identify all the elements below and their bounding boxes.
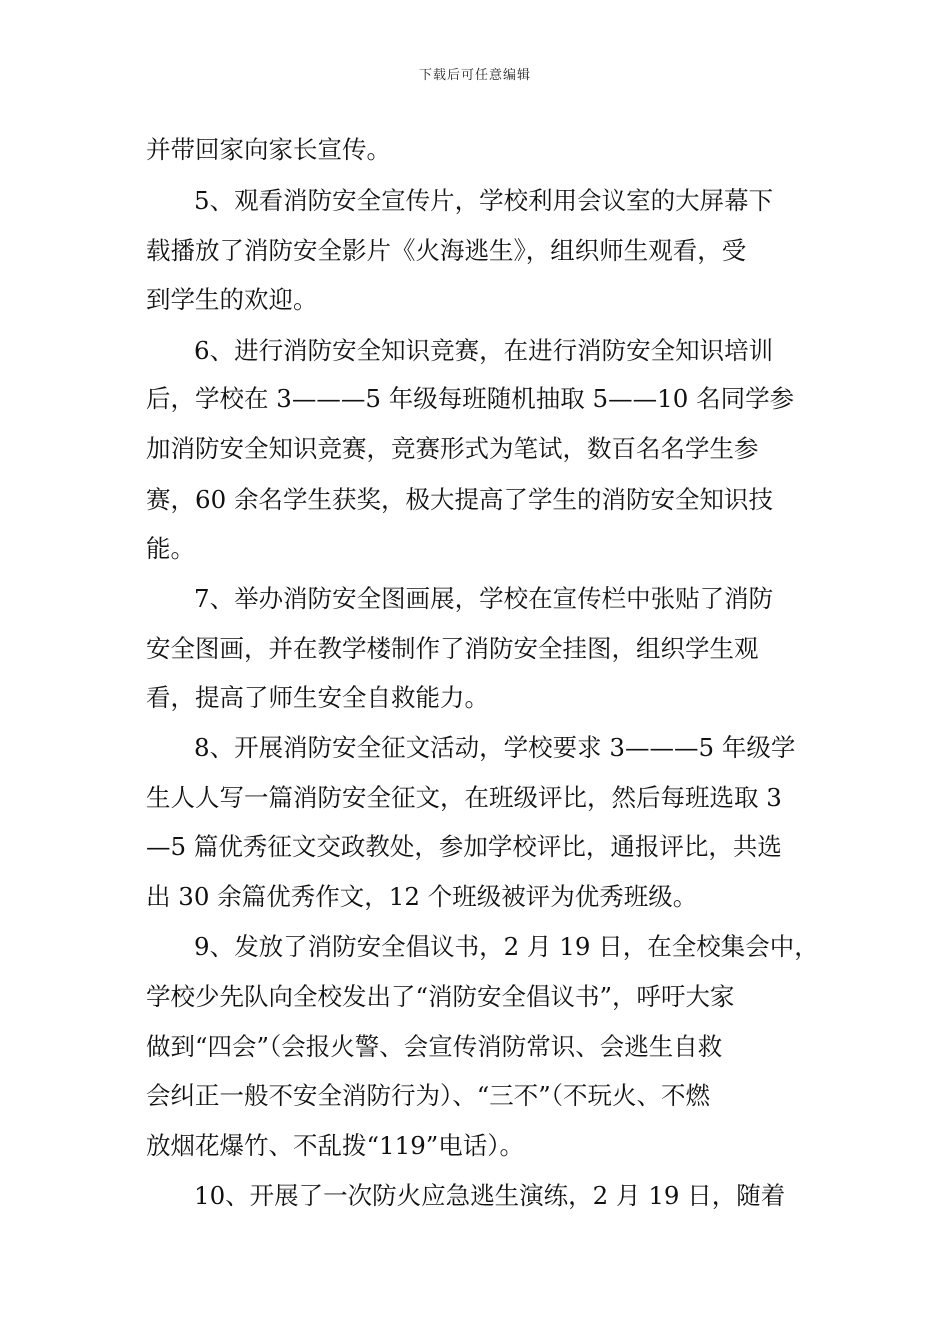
text-line: 到学生的欢迎。 bbox=[146, 285, 318, 314]
paragraph-8-start: 8、开展消防安全征文活动，学校要求 3———5 年级学 bbox=[194, 733, 796, 762]
text-line: 载播放了消防安全影片《火海逃生》，组织师生观看，受 bbox=[146, 236, 747, 265]
paragraph-5-start: 5、观看消防安全宣传片，学校利用会议室的大屏幕下 bbox=[194, 186, 774, 215]
text-line: 安全图画，并在教学楼制作了消防安全挂图，组织学生观 bbox=[146, 634, 759, 663]
text-line: 做到“四会”（会报火警、会宣传消防常识、会逃生自救 bbox=[146, 1032, 723, 1061]
paragraph-6-start: 6、进行消防安全知识竞赛，在进行消防安全知识培训 bbox=[194, 336, 774, 365]
text-line: 看，提高了师生安全自救能力。 bbox=[146, 683, 489, 712]
text-line: 赛，60 余名学生获奖，极大提高了学生的消防安全知识技 bbox=[146, 485, 773, 514]
text-line: 能。 bbox=[146, 534, 195, 563]
text-line: —5 篇优秀征文交政教处，参加学校评比，通报评比，共选 bbox=[146, 832, 782, 861]
paragraph-7-start: 7、举办消防安全图画展，学校在宣传栏中张贴了消防 bbox=[194, 584, 774, 613]
paragraph-9-start: 9、发放了消防安全倡议书，2 月 19 日，在全校集会中， bbox=[194, 932, 819, 961]
text-line: 加消防安全知识竞赛，竞赛形式为笔试，数百名名学生参 bbox=[146, 434, 759, 463]
page-header: 下载后可任意编辑 bbox=[418, 68, 531, 83]
text-line: 学校少先队向全校发出了“消防安全倡议书”，呼吁大家 bbox=[146, 982, 735, 1011]
text-line: 放烟花爆竹、不乱拨“119”电话）。 bbox=[146, 1131, 525, 1160]
text-line: 出 30 余篇优秀作文，12 个班级被评为优秀班级。 bbox=[146, 882, 698, 911]
text-line: 生人人写一篇消防安全征文，在班级评比，然后每班选取 3 bbox=[146, 783, 782, 812]
text-line: 并带回家向家长宣传。 bbox=[146, 135, 391, 164]
text-line: 会纠正一般不安全消防行为）、“三不”（不玩火、不燃 bbox=[146, 1081, 711, 1110]
text-line: 后，学校在 3———5 年级每班随机抽取 5——10 名同学参 bbox=[146, 384, 795, 413]
paragraph-10-start: 10、开展了一次防火应急逃生演练，2 月 19 日，随着 bbox=[194, 1181, 786, 1210]
